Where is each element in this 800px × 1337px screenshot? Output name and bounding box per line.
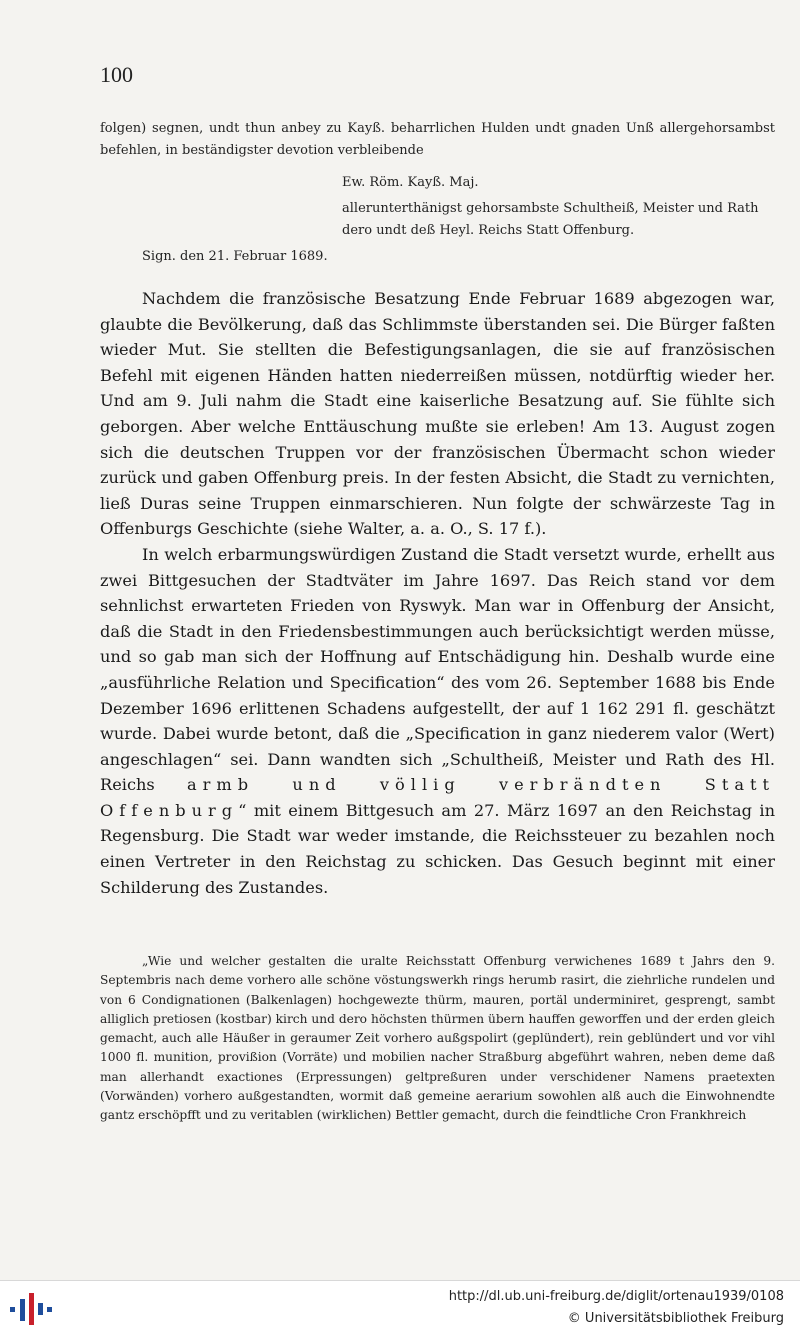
copyright-notice: © Universitätsbibliothek Freiburg <box>567 1311 784 1326</box>
signature-salutation: Ew. Röm. Kayß. Maj. <box>342 175 479 190</box>
quoted-petition <box>100 952 775 1126</box>
emphasized-spaced-text: armb und völlig verbrändten Statt Offenburg <box>100 775 775 820</box>
signature-signers: allerunterthänigst gehorsambste Schultheiß, Meister und Rath dero undt deß Heyl. Reichs Statt Offenburg. <box>342 201 759 238</box>
paragraph-2-text: In welch erbarmungswürdigen Zustand die Stadt versetzt wurde, erhellt aus zwei Bittgesuchen der Stadtväter im Jahre 1697. Das Reich stand vor dem sehnlichst erwarteten Frieden von Ryswyk. Man war in Offenburg der Ansicht, daß die Stadt in den Friedensbestimmungen auch berücksichtigt werden müsse, und so gab man sich der Hoffnung auf Entschädigung hin. Deshalb wurde eine „ausführliche Relation und Specification“ des vom 26. September 1688 bis Ende Dezember 1696 erlittenen Schadens aufgestellt, der auf 1 162 291 fl. geschätzt wurde. Dabei wurde betont, daß die „Specification in ganz niederem valor (Wert) angeschlagen“ sei. Dann wandten sich „Schultheiß, Meister und Rath des Hl. Reichs <box>100 544 775 795</box>
quote-text: „Wie und welcher gestalten die uralte Reichsstatt Offenburg verwichenes 1689 t Jahrs den 9. Septembris nach deme vorhero alle schöne vöstungswerkh rings herumb rasirt, die ziehrliche rundelen und von 6 Condignationen (Balkenlagen) hochgewezte thürm, mauren, portäl underminiret, gesprengt, sambt alliglich pretiosen (kostbar) kirch und dero höchsten thürmen übern hauffen geworffen und der erden gleich gemacht, auch alle Häußer in geraumer Zeit vorhero außgspolirt (geplündert), rein geblündert und vor vihl 1000 fl. munition, provißion (Vorräte) und mobilien nacher Straßburg abgeführt wahren, neben deme daß man allerhandt exactiones (Erpressungen) geltpreßuren under verschidener Namens praetexten (Vorwänden) vorhero außgestandten, wormit daß gemeine aerarium sowohlen alß auch die Einwohnendte gantz erschöpfft und zu veritablen (wirklichen) Bettler gemacht, durch die feindtliche Cron Frankhreich <box>100 954 775 1123</box>
viewer-footer <box>0 1280 800 1337</box>
page-number: 100 <box>100 62 133 87</box>
body-text <box>100 286 775 900</box>
paragraph-2 <box>100 542 775 900</box>
sign-date: Sign. den 21. Februar 1689. <box>142 249 328 264</box>
paragraph-1: Nachdem die französische Besatzung Ende Februar 1689 abgezogen war, glaubte die Bevölkerung, daß das Schlimmste überstanden sei. Die Bürger faßten wieder Mut. Sie stellten die Befestigungsanlagen, die sie auf französischen Befehl mit eigenen Händen hatten niederreißen müssen, notdürftig wieder her. Und am 9. Juli nahm die Stadt eine kaiserliche Besatzung auf. Sie fühlte sich geborgen. Aber welche Enttäuschung mußte sie erleben! Am 13. August zogen sich die deutschen Truppen vor der französischen Übermacht schon wieder zurück und gaben Offenburg preis. In der festen Absicht, die Stadt zu vernichten, ließ Duras seine Truppen einmarschieren. Nun folgte der schwärzeste Tag in Offenburgs Geschichte (siehe Walter, a. a. O., S. 17 f.). <box>100 289 775 539</box>
university-library-logo-icon <box>8 1291 52 1327</box>
letter-closing: folgen) segnen, undt thun anbey zu Kayß. beharrlichen Hulden undt gnaden Unß allergehorsambst befehlen, in beständigster devotion verbleibende <box>100 121 775 158</box>
paragraph-2-continuation: “ mit einem Bittgesuch am 27. März 1697 an den Reichstag in Regensburg. Die Stadt war weder imstande, die Reichssteuer zu bezahlen noch einen Vertreter in den Reichstag zu schicken. Das Gesuch beginnt mit einer Schilderung des Zustandes. <box>100 800 775 897</box>
source-url-link[interactable]: http://dl.ub.uni-freiburg.de/diglit/ortenau1939/0108 <box>448 1289 784 1304</box>
